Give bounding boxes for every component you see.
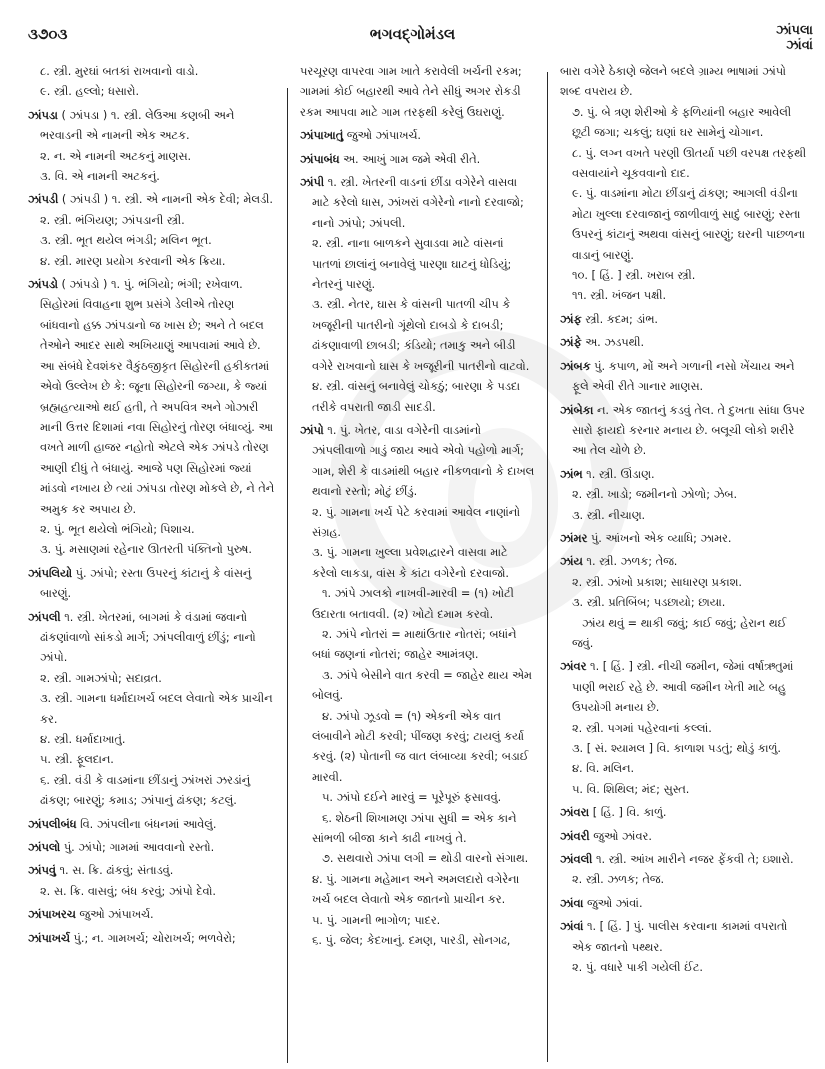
definition-text: ૧. [ હિં. ] પું. પાલીસ કરવાના કામમાં વપરાતો એક જાતનો પથ્થર.	[572, 920, 788, 954]
entry-sense	[560, 266, 810, 286]
entry-sense	[560, 184, 810, 266]
definition-text: ૭. સથવારો ઝાંપા લગી = થોડી વારનો સંગાથ.	[322, 852, 529, 866]
entry-sense	[560, 614, 810, 655]
entry-sense	[300, 870, 535, 911]
entry-sense	[300, 234, 535, 295]
definition-text: ૩. સ્ત્રી. પ્રતિબિંબ; પડછાયો; છાયા.	[572, 596, 726, 610]
headword: ઝાંફે	[560, 336, 582, 350]
headword: ઝાંવાં	[560, 920, 584, 934]
dictionary-entry	[28, 190, 276, 210]
dictionary-entry	[28, 564, 276, 605]
dictionary-entry	[560, 333, 810, 353]
definition-text: પરચૂરણ વાપરવા ગામ ખાતે કરાવેલી ખર્ચની રકમ; ગામમાં કોઈ બહારથી આવે તેને સીધું અગર રોકડી રકમ આપવા માટે ગામ તરફથી કરેલું ઉઘરાણું.	[300, 65, 522, 119]
entry-sense	[300, 295, 535, 377]
definition-text: ૨. સ્ત્રી. પગમાં પહેરવાનાં કલ્લાં.	[572, 721, 712, 735]
definition-text: ૨. પું. ભૂત થયેલો ભંગિયો; પિશાચ.	[40, 522, 195, 536]
headword: ઝાંબેકા	[560, 403, 594, 417]
definition-text: ૪. ઝાંપો ઝૂડવો = (૧) એકની એક વાત લંબાવીને મોટી કરવી; પીંજણ કરવું; ટાયલું કર્યા કરવું. (૨) પોતાની જ વાત લંબાવ્યા કરવી; બડાઈ મારવી.	[312, 709, 529, 784]
headword: ઝાંપાખરચ	[28, 908, 76, 922]
definition-text: ૩. વિ. એ નામની અટકનું.	[40, 170, 160, 184]
definition-text: ૯. સ્ત્રી. હલ્લો; ધસારો.	[40, 85, 140, 99]
dictionary-entry	[300, 421, 535, 503]
definition-text: પું. આંખનો એક વ્યાધિ; ઝામર.	[587, 531, 732, 545]
entry-sense	[560, 719, 810, 739]
headword: ઝાંપલિયો	[28, 566, 73, 580]
definition-text: ૧. [ હિં. ] સ્ત્રી. નીચી જમીન, જેમાં વર્ષાઋતુમાં પાણી ભરાઈ રહે છે. આવી જમીન ખેતી માટે બહુ ઉપયોગી મનાય છે.	[572, 660, 794, 715]
entry-sense	[560, 870, 810, 890]
headword: ઝાંપલી	[28, 610, 61, 624]
headword: ઝાંમર	[560, 531, 588, 545]
definition-text: ૩. પું. મસાણમાં રહેનાર ઊતરતી પંક્તિનો પુરુષ.	[40, 543, 252, 557]
entry-sense	[300, 625, 535, 666]
definition-text: જુઓ ઝાંવાં.	[583, 896, 643, 910]
definition-text: ૧. સ્ત્રી. ખેતરની વાડનાં છીંડા વગેરેને વાસવા માટે કરેલો ધાસ, ઝાંખરાં વગેરેનો નાનો દરવાજો; નાનો ઝાંપો; ઝાંપલી.	[312, 176, 524, 230]
definition-text: અ. ઝડપથી.	[581, 336, 645, 350]
dictionary-entry	[28, 929, 276, 949]
entry-sense	[28, 252, 276, 272]
definition-text: ( ઝાંપડા ) ૧. સ્ત્રી. લેઉઆ કણબી અને ભરવાડની એ નામની એક અટક.	[40, 108, 235, 143]
definition-text: ૧. ઝાંપે ઝાલકો નાખવી-મારવી = (૧) ખોટી ઉદારતા બતાવવી. (૨) ખોટો દમામ કરવો.	[312, 587, 514, 621]
definition-text: ૮. પું. લગ્ન વખતે પરણી ઊતર્યા પછી વરપક્ષ તરફથી વસવાયાંને ચૂકવવાનો દાદ.	[572, 146, 807, 181]
definition-text: ૬. પું. જેલ; કેદખાનું. દમણ, પારડી, સોનગઢ,	[312, 934, 511, 948]
headword: ઝાંપલીબંધ	[28, 817, 77, 831]
dictionary-entry	[28, 815, 276, 835]
entry-sense	[300, 707, 535, 789]
headword: ઝાંપો	[300, 423, 324, 437]
definition-text: ૧. સ્ત્રી. ઊંડાણ.	[582, 467, 655, 481]
headword: ઝાંપડી	[28, 193, 59, 207]
dictionary-entry	[28, 608, 276, 669]
entry-sense	[300, 849, 535, 869]
definition-text: ન. એક જાતનું કડવું તેલ. તે દુખતા સાંધા ઉપર સારો ફાયદો કરનાર મનાય છે. બલૂચી લોકો શરીરે આ તેલ ચોળે છે.	[572, 403, 805, 458]
definition-text: ૪. સ્ત્રી. ધર્માદાખાતું.	[40, 733, 126, 746]
headword: ઝાંફ	[560, 312, 582, 326]
definition-text: ૨. સ્ત્રી. ગામઝાંપો; સદાવ્રત.	[40, 671, 162, 685]
definition-text: ૫. સ્ત્રી. ફૂલદાન.	[40, 753, 114, 767]
dictionary-entry	[560, 850, 810, 870]
definition-text: ૩. સ્ત્રી. ગામના ધર્માદાખર્ચ બદલ લેવાતો એક પ્રાચીન કર.	[40, 692, 273, 726]
definition-text: ૩. [ સં. શ્યામલ ] વિ. કાળાશ પડતું; થોડું કાળું.	[572, 742, 781, 755]
headword: ઝાંવા	[560, 896, 584, 910]
column-1	[28, 62, 276, 949]
definition-text: ૨. પું. વધારે પાકી ગયેલી ઈંટ.	[572, 961, 703, 975]
dictionary-entry	[300, 126, 535, 146]
entry-sense	[300, 931, 535, 951]
entry-sense	[300, 543, 535, 584]
entry-sense	[28, 82, 276, 102]
entry-sense	[300, 809, 535, 850]
entry-sense	[300, 911, 535, 931]
dictionary-entry	[28, 106, 276, 147]
headword: ઝાંપાબંધ	[300, 152, 340, 166]
entry-sense	[28, 211, 276, 231]
definition-text: ૧. સ્ત્રી. ઝળક; તેજ.	[582, 555, 678, 569]
definition-text: ૯. પું. વાડમાંના મોટા છીંડાનું ઢાંકણ; આગલી વંડીના મોટા ખુલ્લા દરવાજાનું જાળીવાળું સાદું બારણું; રસ્તા ઉપરનું કાંટાનું અથવા વાંસનું બારણું; ઘરની પાછળના વાડાનું બારણું.	[572, 187, 805, 262]
definition-text: ૨. પું. ગામના ખર્ચ પેટે કરવામાં આવેલ નાણાંનો સંગ્રહ.	[312, 505, 521, 539]
dictionary-entry	[28, 861, 276, 881]
headword: ઝાંપી	[300, 176, 325, 190]
definition-text: ૨. સ્ત્રી. નાના બાળકને સુવાડવા માટે વાંસનાં પાતળાં છાલાંનું બનાવેલું પારણા ઘાટનું ધોડિયું; નેતરનું પારણું.	[312, 237, 512, 292]
entry-sense	[560, 506, 810, 526]
dictionary-entry	[28, 275, 276, 520]
definition-text: ૨. ઝાંપે નોતરાં = માથાંઉતાર નોતરાં; બધાંને બધાં જણનાં નોતરાં; જાહેર આમંત્રણ.	[312, 627, 517, 662]
definition-text: ૧૦. [ હિં. ] સ્ત્રી. ખરાબ સ્ત્રી.	[572, 269, 696, 283]
guide-word-last: ઝાંવાં	[786, 38, 813, 53]
entry-sense	[28, 689, 276, 730]
definition-text: ૨. સ્ત્રી. ઝળક; તેજ.	[572, 873, 665, 887]
definition-text: ૧. પું. ખેતર, વાડા વગેરેની વાડમાંનો ઝાંપલીવાળો ગાડું જાય આવે એવો પહોળો માર્ગ; ગામ, શેરી કે વાડમાંથી બહાર નીકળવાનો કે દાખલ થવાનો રસ્તો; મોટું છીંડું.	[312, 423, 535, 499]
dictionary-entry	[28, 838, 276, 858]
entry-sense	[560, 286, 810, 306]
definition-text: ૮. સ્ત્રી. મુરઘાં બતકાં રાખવાનો વાડો.	[40, 65, 199, 78]
definition-text: ૩. સ્ત્રી. ભૂત થયેલ ભંગડી; મલિન ભૂત.	[40, 234, 212, 248]
entry-sense	[28, 62, 276, 82]
headword: ઝાંવલી	[560, 853, 593, 867]
definition-text: ૭. પું. બે ત્રણ શેરીઓ કે ફળિયાંની બહાર આવેલી છૂટી જગા; ચકલું; ઘણાં ઘર સામેનું ચોગાન.	[572, 105, 792, 140]
definition-text: ૫. ઝાંપો દઈને મારવું = પૂરેપૂરું ફસાવવું.	[322, 791, 502, 805]
headword: ઝાંપડો	[28, 278, 58, 292]
definition-text: જુઓ ઝાંપાખર્ચ.	[343, 129, 422, 143]
entry-sense	[300, 788, 535, 808]
dictionary-entry	[560, 465, 810, 485]
entry-sense	[560, 739, 810, 759]
definition-text: ૨. સ. ક્રિ. વાસવું; બંધ કરવું; ઝાંપો દેવો.	[40, 884, 217, 898]
definition-text: [ હિં. ] વિ. કાળું.	[589, 806, 667, 820]
definition-text: ૪. સ્ત્રી. વાંસનું બનાવેલું ચોકઠું; બારણા કે પડદા તરીકે વપરાતી જાડી સાદડી.	[312, 380, 520, 414]
definition-text: ૩. ઝાંપે બેસીને વાત કરવી = જાહેર થાય એમ બોલવું.	[312, 668, 532, 703]
entry-sense	[300, 62, 535, 123]
entry-sense	[300, 584, 535, 625]
entry-sense	[28, 231, 276, 251]
definition-text: અ. આખું ગામ જમે એવી રીતે.	[339, 152, 481, 166]
entry-sense	[560, 62, 810, 103]
definition-text: ૩. પું. ગામના ખુલ્લા પ્રવેશદ્વારને વાસવા માટે કરેલો લાકડા, વાંસ કે કાંટા વગેરેનો દરવાજો.	[312, 546, 510, 580]
headword: ઝાંપાખાતું	[300, 129, 344, 143]
entry-sense	[560, 485, 810, 505]
definition-text: પું.; ન. ગામખર્ચ; ચોરાખર્ચ; ભળવેરો;	[69, 931, 236, 945]
dictionary-entry	[560, 401, 810, 462]
headword: ઝાંવરી	[560, 829, 590, 843]
definition-text: ૧૧. સ્ત્રી. ખંજન પક્ષી.	[572, 289, 667, 303]
definition-text: ૪. સ્ત્રી. મારણ પ્રયોગ કરવાની એક ક્રિયા.	[40, 254, 226, 268]
entry-sense	[28, 882, 276, 902]
headword: ઝાંપાખર્ચ	[28, 931, 70, 945]
dictionary-entry	[560, 310, 810, 330]
column-3	[560, 62, 810, 978]
definition-text: જુઓ ઝાંપાખર્ચ.	[75, 908, 154, 922]
definition-text: સ્ત્રી. કદમ; ડાંભ.	[581, 312, 659, 326]
entry-sense	[560, 573, 810, 593]
entry-sense	[300, 666, 535, 707]
definition-text: પું. ઝાંપો; રસ્તા ઉપરનું કાંટાનું કે વાંસનું બારણું.	[40, 566, 252, 601]
definition-text: ૨. સ્ત્રી. ઝાંખો પ્રકાશ; સાધારણ પ્રકાશ.	[572, 575, 742, 589]
dictionary-entry	[560, 827, 810, 847]
entry-sense	[300, 377, 535, 418]
definition-text: ૬. શેઠની શિખામણ ઝાંપા સુધી = એક કાને સાંભળી બીજા કાને કાઢી નાખવું તે.	[312, 811, 517, 846]
definition-text: ૫. વિ. શિથિલ; મંદ; સુસ્ત.	[572, 782, 690, 796]
column-2	[300, 62, 535, 951]
definition-text: જુઓ ઝાંવર.	[589, 829, 652, 843]
headword: ઝાંપડા	[28, 108, 58, 122]
definition-text: ૧. સ્ત્રી. આંખ મારીને નજર ફેંકવી તે; ઇશારો.	[592, 853, 794, 867]
entry-sense	[28, 520, 276, 540]
dictionary-entry	[560, 657, 810, 718]
definition-text: ૨. સ્ત્રી. ભંગિયણ; ઝાંપડાની સ્ત્રી.	[40, 213, 185, 227]
page-number: ૩૭૦૩	[28, 25, 68, 43]
definition-text: ૩. સ્ત્રી. નીચાણ.	[572, 508, 646, 522]
headword: ઝાંપલો	[28, 841, 61, 855]
definition-text: ૧. સ. ક્રિ. ઢાંકવું; સંતાડવું.	[55, 864, 174, 878]
entry-sense	[300, 503, 535, 544]
definition-text: બારા વગેરે ઠેકાણે જેલને બદલે ગ્રામ્ય ભાષામાં ઝાંપો શબ્દ વપરાય છે.	[560, 65, 786, 99]
entry-sense	[28, 669, 276, 689]
headword: ઝાંવરા	[560, 806, 590, 820]
entry-sense	[28, 771, 276, 812]
page-header	[0, 18, 825, 53]
entry-sense	[560, 103, 810, 144]
entry-sense	[28, 540, 276, 560]
definition-text: ૪. વિ. મલિન.	[572, 762, 635, 776]
definition-text: ૩. સ્ત્રી. નેતર, ઘાસ કે વાંસની પાતળી ચીપ કે ખજૂરીની પાતરીનો ગૂંથેલો દાબડો કે દાબડી; ઢાંકણાવાળી છાબડી; કંડિયો; તમાકુ અને બીડી વગેરે રાખવાનો ઘાસ કે ખજૂરીની પાતરીનો વાટવો.	[312, 298, 530, 373]
definition-text: વિ. ઝાંપલીના બંધનમાં આવેલું.	[76, 817, 217, 831]
definition-text: ૫. પું. ગામની ભાગોળ; પાદર.	[312, 913, 441, 927]
definition-text: પું. ઝાંપો; ગામમાં આવવાનો રસ્તો.	[60, 841, 215, 855]
dictionary-entry	[560, 894, 810, 914]
entry-sense	[28, 750, 276, 770]
definition-text: ઝાંય થવું = થાકી જવું; કાઈ જવું; હેરાન થઈ જવું.	[572, 616, 787, 650]
entry-sense	[560, 958, 810, 978]
definition-text: પું. કપાળ, મોં અને ગળાની નસો ખેંચાય અને ફૂલે એવી રીતે ગાનાર માણસ.	[572, 359, 795, 394]
book-title: ભગવદ્ગોમંડલ	[369, 25, 456, 43]
dictionary-entry	[28, 905, 276, 925]
headword: ઝાંવર	[560, 660, 587, 674]
dictionary-columns	[0, 62, 825, 1062]
guide-word-first: ઝાંપલા	[775, 23, 813, 38]
entry-sense	[560, 780, 810, 800]
definition-text: ૧. સ્ત્રી. ખેતરમાં, બાગમાં કે વંડામાં જવાનો ઢાંકણાંવાળો સાંકડો માર્ગ; ઝાંપલીવાળું છીંડું; નાનો ઝાંપો.	[40, 610, 256, 665]
guide-words	[776, 23, 813, 53]
dictionary-entry	[560, 529, 810, 549]
definition-text: ૨. ન. એ નામની અટકનું માણસ.	[40, 149, 192, 163]
entry-sense	[560, 759, 810, 779]
entry-sense	[560, 144, 810, 185]
definition-text: ૪. પું. ગામના મહેમાન અને અમલદારો વગેરેના ખર્ચ બદલ લેવાતો એક જાતનો પ્રાચીન કર.	[312, 872, 520, 907]
dictionary-entry	[560, 552, 810, 572]
dictionary-entry	[560, 803, 810, 823]
dictionary-entry	[300, 150, 535, 170]
dictionary-entry	[560, 917, 810, 958]
definition-text: ( ઝાંપડો ) ૧. પું. ભંગિયો; ભંગી; રખેવાળ. સિહોરમાં વિવાહના શુભ પ્રસંગે ડેલીએ તોરણ બાંધવાનો હક્ક ઝાંપડાનો જ ખાસ છે; અને તે બદલ તેઓને આદર સાથે અખિયાણું આપવામાં આવે છે. આ સંબંધે દેવશંકર વૈકુંઠજીકૃત સિહોરની હકીકતમાં એવો ઉલ્લેખ છે કે: જૂના સિહોરની જગ્યા, કે જ્યાં બ્રહ્મહત્યાઓ થઈ હતી, તે અપવિત્ર અને ગોઝારી માની ઉત્તર દિશામાં નવા સિહોરનું તોરણ બંધાવ્યું. આ વખતે માળી હાજર નહોતો એટલે એક ઝાંપડે તોરણ આણી દીધું તે બંધાયું. આજે પણ સિહોરમાં જ્યાં માંડવો નખાય છે ત્યાં ઝાંપડા તોરણ મોકલે છે, ને તેને અમુક કર અપાય છે.	[40, 278, 275, 516]
dictionary-entry	[560, 357, 810, 398]
headword: ઝાંપવું	[28, 864, 56, 878]
entry-sense	[560, 593, 810, 613]
headword: ઝાંય	[560, 555, 583, 569]
definition-text: ૬. સ્ત્રી. વંડી કે વાડમાંના છીંડાનું ઝાંખરાં ઝરડાંનું ઢાંકણ; બારણું; કમાડ; ઝાંપાનું ઢાંકણ; કટલું.	[40, 773, 251, 808]
headword: ઝાંભ	[560, 467, 583, 481]
headword: ઝાંબક	[560, 359, 591, 373]
entry-sense	[28, 730, 276, 750]
definition-text: ૨. સ્ત્રી. ખાડો; જમીનનો ઝોળો; ઝેબ.	[572, 488, 738, 502]
dictionary-entry	[300, 173, 535, 234]
definition-text: ( ઝાંપડી ) ૧. સ્ત્રી. એ નામની એક દેવી; મેલડી.	[58, 193, 273, 207]
entry-sense	[28, 147, 276, 167]
entry-sense	[28, 167, 276, 187]
